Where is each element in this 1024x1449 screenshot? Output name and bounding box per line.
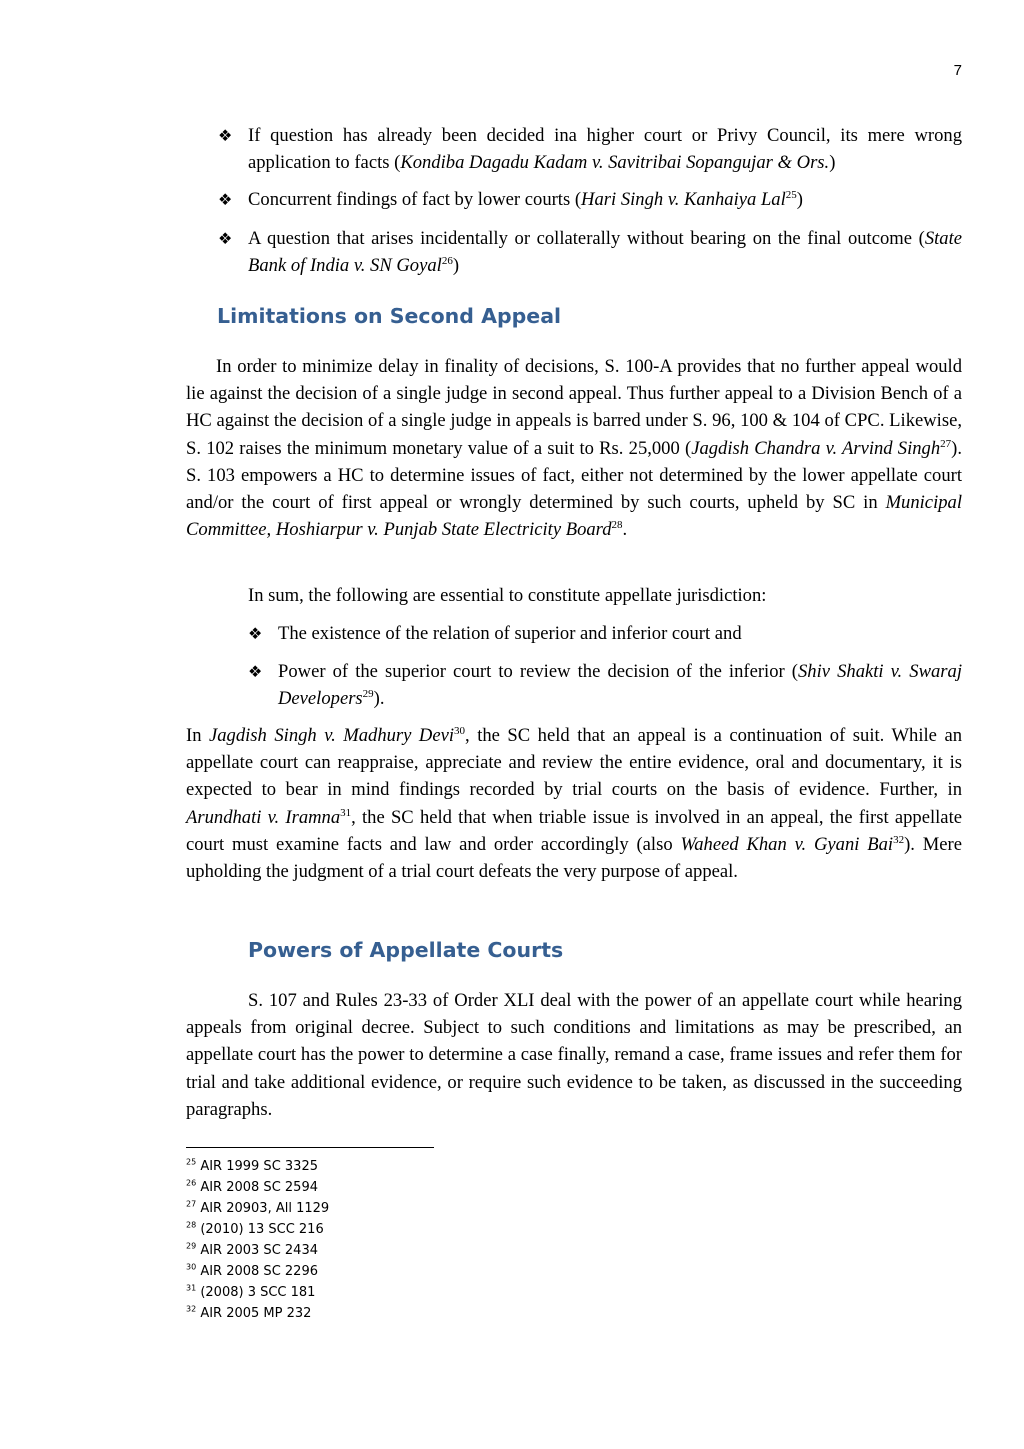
footnote: $^{31}$ (2008) 3 SCC 181	[186, 1283, 316, 1300]
diamond-bullet-icon: ❖	[218, 190, 233, 209]
bullet-item: ❖ The existence of the relation of superior and inferior court and	[248, 620, 962, 647]
bullet-item: ❖ Concurrent findings of fact by lower courts (Hari Singh v. Kanhaiya Lal$^{25}$)	[218, 186, 962, 213]
footnote-ref: 32	[893, 833, 905, 846]
bullet-item: ❖ A question that arises incidentally or collaterally without bearing on the final outcome (State Bank of India v. SN Goyal$^{26}$)	[218, 225, 962, 279]
footnote-ref: 29	[362, 688, 374, 701]
paragraph: S. 107 and Rules 23-33 of Order XLI deal with the power of an appellate court while hearing appeals from original decree. Subject to such conditions and limitations as may be prescribed, an appellate court has the power to determine a case finally, remand a case, frame issues and refer them for trial and take additional evidence, or require such evidence to be taken, as discussed in the succeeding paragraphs.	[186, 990, 962, 1120]
diamond-bullet-icon: ❖	[218, 126, 233, 145]
page-number: 7	[953, 62, 962, 79]
diamond-bullet-icon: ❖	[248, 662, 263, 681]
footnote: $^{30}$ AIR 2008 SC 2296	[186, 1262, 318, 1279]
footnote-ref: 31	[340, 806, 352, 819]
footnote: $^{26}$ AIR 2008 SC 2594	[186, 1178, 318, 1195]
bullet-item: ❖ Power of the superior court to review the decision of the inferior (Shiv Shakti v. Swaraj Developers$^{29}$).	[248, 658, 962, 712]
paragraph: In sum, the following are essential to constitute appellate jurisdiction:	[248, 585, 767, 606]
section-heading: Limitations on Second Appeal	[217, 304, 562, 328]
footnote-ref: 26	[441, 255, 453, 268]
footnote: $^{25}$ AIR 1999 SC 3325	[186, 1157, 318, 1174]
section-heading: Powers of Appellate Courts	[248, 938, 564, 962]
footnote: $^{28}$ (2010) 13 SCC 216	[186, 1220, 324, 1237]
footnote: $^{27}$ AIR 20903, All 1129	[186, 1199, 330, 1216]
footnote: $^{29}$ AIR 2003 SC 2434	[186, 1241, 318, 1258]
footnote: $^{32}$ AIR 2005 MP 232	[186, 1304, 312, 1321]
footnote-ref: 27	[940, 437, 952, 450]
diamond-bullet-icon: ❖	[248, 624, 263, 643]
paragraph: In order to minimize delay in finality of decisions, S. 100-A provides that no further appeal would lie against the decision of a single judge in second appeal. Thus further appeal to a Division Bench of a HC against the decision of a single judge in appeals is barred under S. 96, 100 & 104 of CPC. Likewise, S. 102 raises the minimum monetary value of a suit to Rs. 25,000 (Jagdish Chandra v. Arvind Singh$^{27}$). S. 103 empowers a HC to determine issues of fact, either not determined by the lower appellate court and/or the court of first appeal or wrongly determined by such courts, upheld by SC in Municipal Committee, Hoshiarpur v. Punjab State Electricity Board$^{28}$.	[186, 356, 962, 541]
footnote-ref: 25	[785, 188, 797, 201]
diamond-bullet-icon: ❖	[218, 229, 233, 248]
footnote-ref: 30	[454, 724, 466, 737]
bullet-item: ❖ If question has already been decided ina higher court or Privy Council, its mere wrong application to facts (Kondiba Dagadu Kadam v. Savitribai Sopangujar & Ors.)	[218, 122, 962, 176]
paragraph: In Jagdish Singh v. Madhury Devi$^{30}$, the SC held that an appeal is a continuation of suit. While an appellate court can reappraise, appreciate and review the entire evidence, oral and documentary, it is expected to bear in mind findings recorded by trial courts on the basis of evidence. Further, in Arundhati v. Iramna$^{31}$, the SC held that when triable issue is involved in an appeal, the first appellate court must examine facts and law and order accordingly (also Waheed Khan v. Gyani Bai$^{32}$). Mere upholding the judgment of a trial court defeats the very purpose of appeal.	[186, 724, 962, 883]
footnote-separator	[186, 1147, 434, 1148]
footnote-ref: 28	[611, 519, 623, 532]
